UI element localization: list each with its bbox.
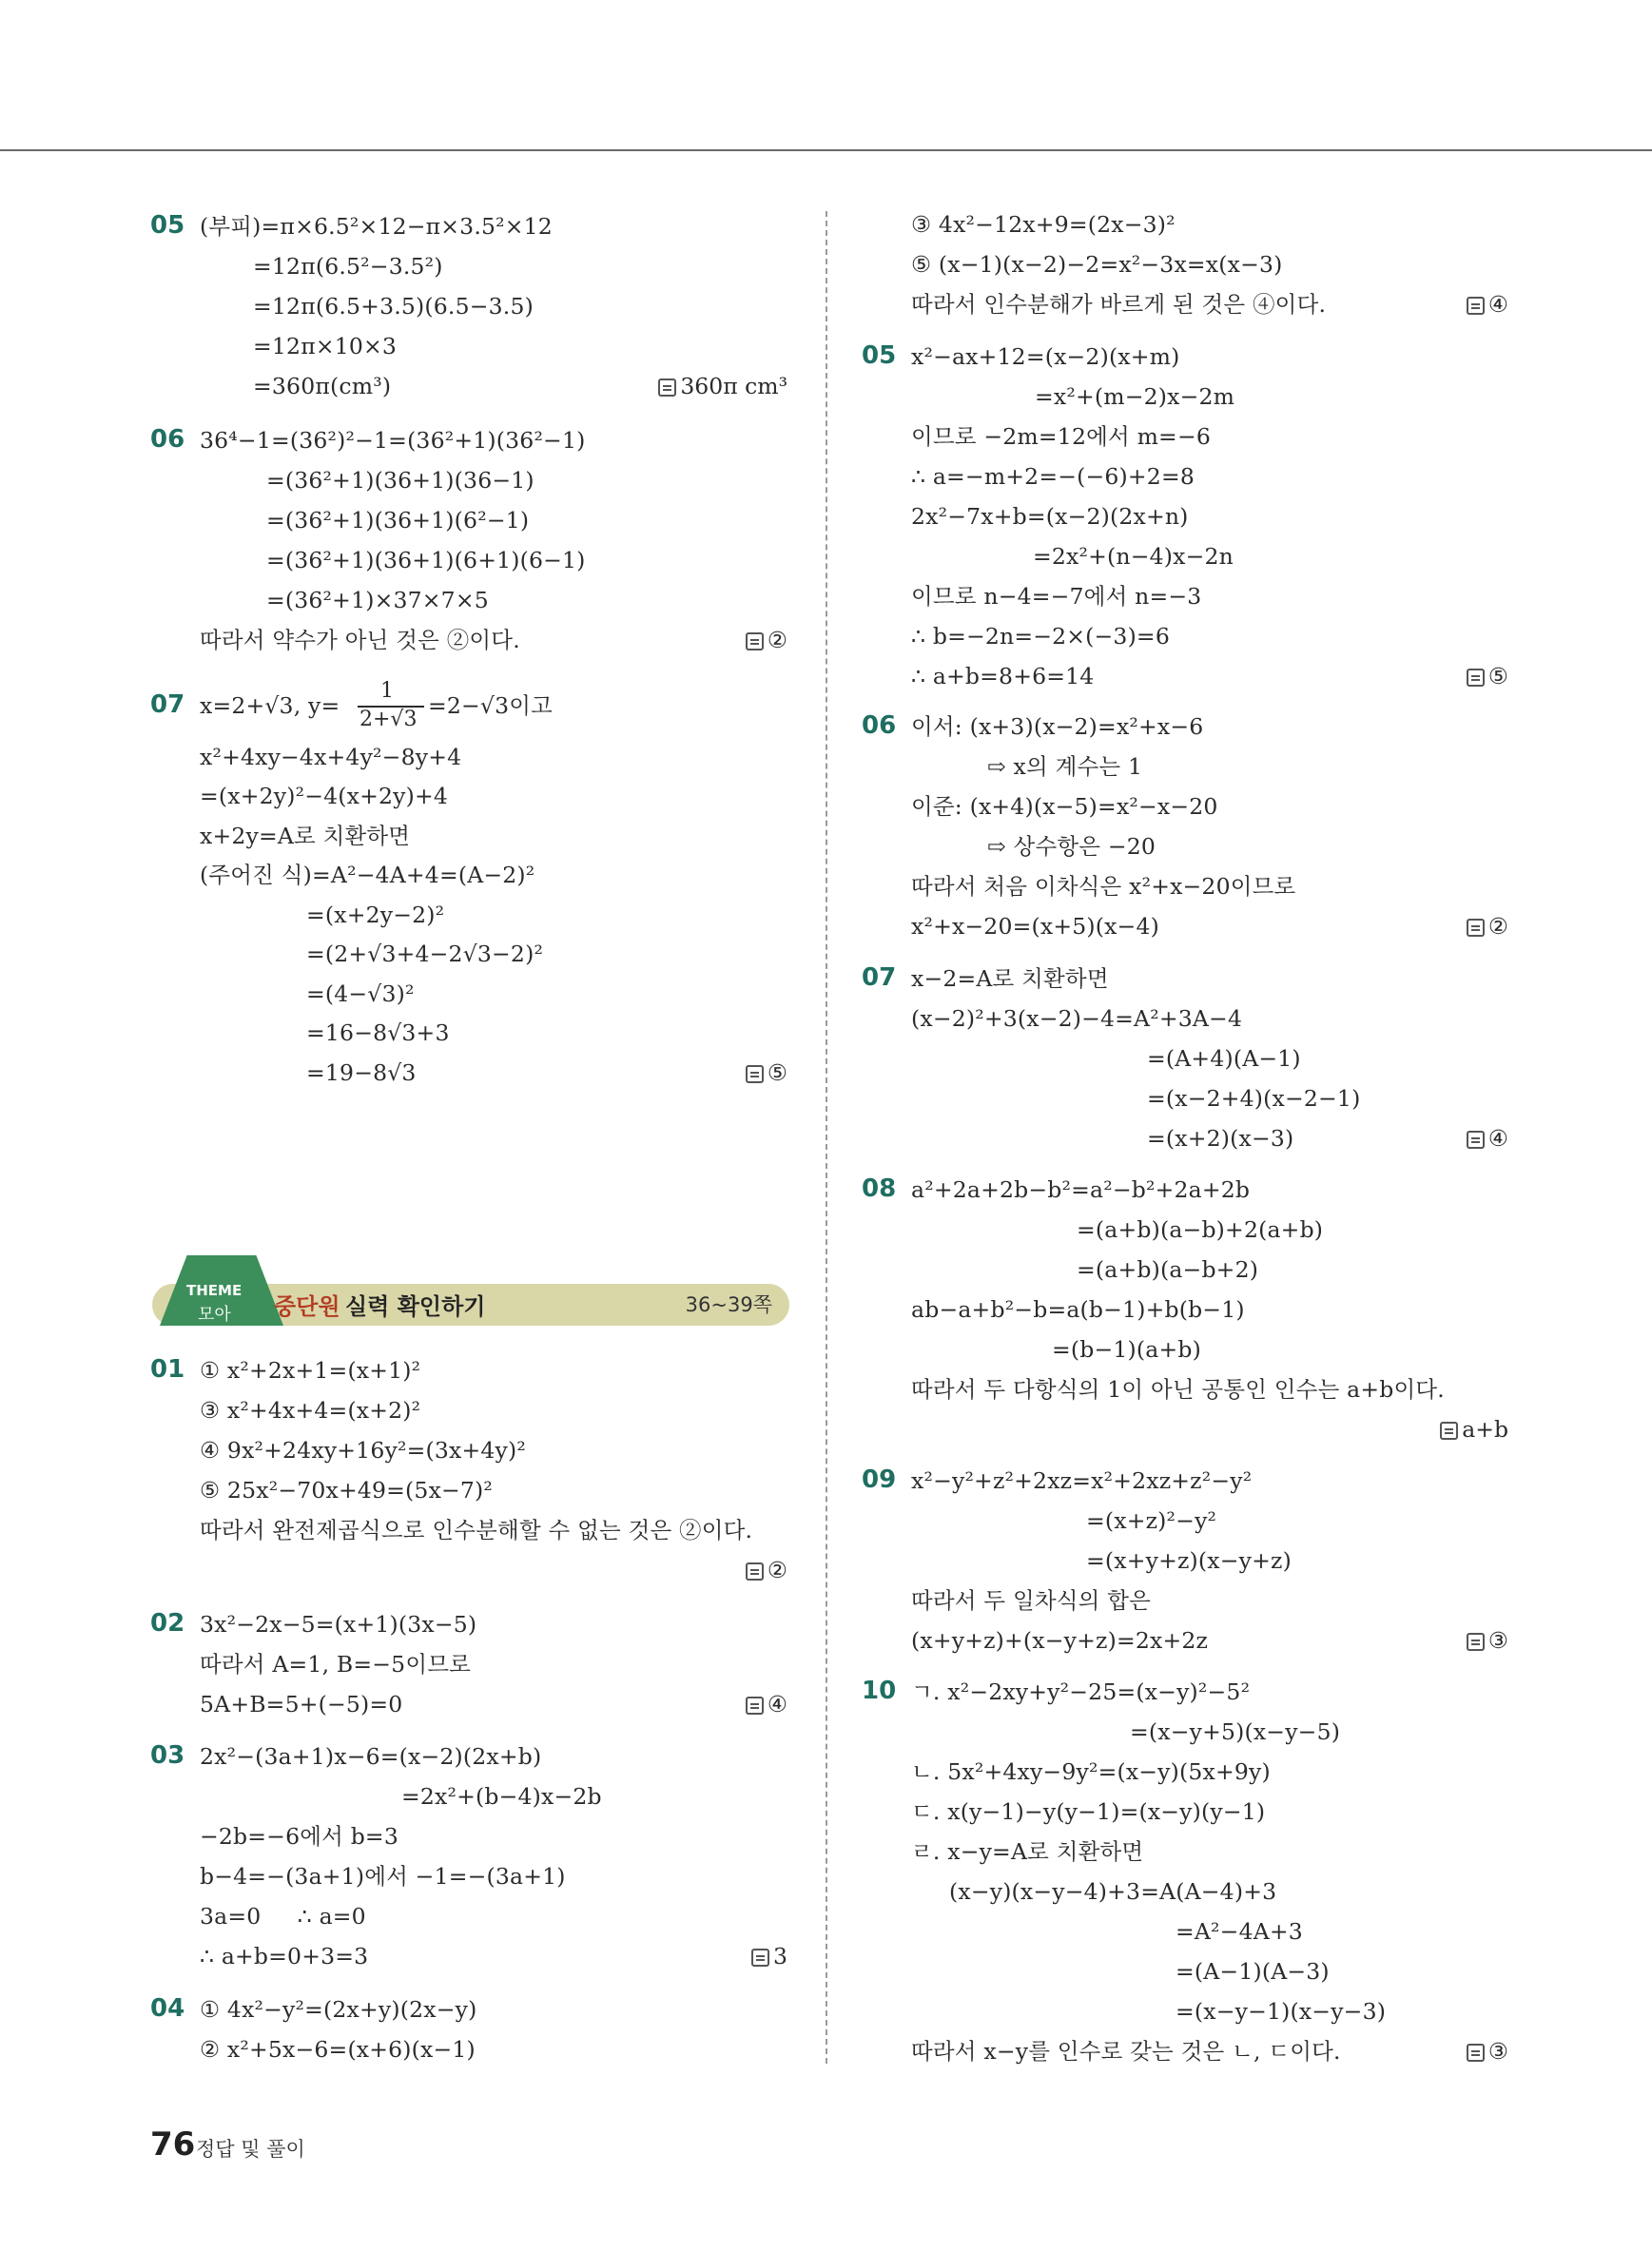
answer-icon — [746, 1065, 764, 1083]
solution-line: 3a=0 ∴ a=0 — [200, 1903, 366, 1930]
solution-line: b−4=−(3a+1)에서 −1=−(3a+1) — [200, 1863, 566, 1890]
answer-text: ④ — [767, 1691, 787, 1717]
solution-line: (부피)=π×6.5²×12−π×3.5²×12 — [200, 213, 553, 240]
answer-mark — [1467, 911, 1508, 941]
answer-text: ④ — [1487, 291, 1508, 318]
solution-line: =16−8√3+3 — [306, 1019, 450, 1046]
solution-line: ⑤ (x−1)(x−2)−2=x²−3x=x(x−3) — [911, 251, 1283, 278]
solution-line: 따라서 두 일차식의 합은 — [911, 1587, 1152, 1614]
answer-text: ② — [1487, 913, 1508, 940]
solution-line: =(x−y+5)(x−y−5) — [1130, 1718, 1341, 1745]
solution-line: =2x²+(b−4)x−2b — [401, 1783, 602, 1810]
solution-line: 이서: (x+3)(x−2)=x²+x−6 — [911, 713, 1204, 740]
solution-line: (x+y+z)+(x−y+z)=2x+2z — [911, 1627, 1209, 1654]
solution-line: =12π(6.5²−3.5²) — [253, 253, 443, 280]
solution-line: =(36²+1)(36+1)(6+1)(6−1) — [266, 547, 586, 573]
solution-line: ⇨ 상수항은 −20 — [987, 833, 1156, 860]
solution-line: x+2y=A로 치환하면 — [200, 823, 411, 849]
solution-line: ∴ a+b=8+6=14 — [911, 663, 1095, 689]
banner-title-highlight: 중단원 — [274, 1293, 340, 1320]
answer-mark — [1467, 289, 1508, 320]
solution-line: 36⁴−1=(36²)²−1=(36²+1)(36²−1) — [200, 427, 586, 454]
solution-line: =(36²+1)(36+1)(6²−1) — [266, 507, 530, 534]
solution-line: ③ 4x²−12x+9=(2x−3)² — [911, 211, 1176, 238]
fraction-numerator: 1 — [380, 679, 394, 703]
problem-number: 08 — [862, 1174, 897, 1203]
solution-line: 2x²−(3a+1)x−6=(x−2)(2x+b) — [200, 1743, 542, 1770]
solution-line: 이준: (x+4)(x−5)=x²−x−20 — [911, 793, 1218, 820]
solution-line: ① x²+2x+1=(x+1)² — [200, 1357, 421, 1384]
solution-line: =(36²+1)×37×7×5 — [266, 587, 489, 613]
answer-icon — [658, 378, 676, 397]
solution-line: 따라서 A=1, B=−5이므로 — [200, 1651, 472, 1678]
banner-page-range: 36~39쪽 — [685, 1293, 772, 1316]
problem-number: 01 — [150, 1355, 185, 1384]
solution-line: x²+4xy−4x+4y²−8y+4 — [200, 744, 462, 770]
solution-line: =(4−√3)² — [306, 980, 415, 1007]
answer-mark — [658, 371, 787, 401]
solution-line: x−2=A로 치환하면 — [911, 965, 1109, 992]
solution-line: x=2+√3, y= — [200, 692, 340, 719]
answer-mark — [1467, 2036, 1508, 2067]
solution-line: 따라서 약수가 아닌 것은 ②이다. — [200, 627, 520, 653]
solution-line: 2x²−7x+b=(x−2)(2x+n) — [911, 503, 1189, 530]
answer-mark — [1467, 1123, 1508, 1154]
problem-number: 06 — [150, 425, 185, 454]
answer-text: ③ — [1487, 1627, 1508, 1654]
answer-mark — [1467, 1625, 1508, 1656]
solution-line: ∴ a=−m+2=−(−6)+2=8 — [911, 463, 1195, 490]
answer-icon — [746, 1697, 764, 1715]
solution-line: =12π×10×3 — [253, 333, 398, 359]
answer-icon — [1467, 669, 1485, 687]
problem-number: 03 — [150, 1741, 185, 1770]
problem-number: 05 — [150, 211, 185, 240]
solution-line: ㄹ. x−y=A로 치환하면 — [911, 1838, 1144, 1865]
solution-line: x²−ax+12=(x−2)(x+m) — [911, 343, 1180, 370]
solution-line: (x−2)²+3(x−2)−4=A²+3A−4 — [911, 1005, 1243, 1032]
banner-moa-label: 모아 — [198, 1305, 231, 1325]
solution-line: ㄱ. x²−2xy+y²−25=(x−y)²−5² — [911, 1679, 1251, 1705]
solution-line: ① 4x²−y²=(2x+y)(2x−y) — [200, 1996, 477, 2023]
solution-line: ∴ b=−2n=−2×(−3)=6 — [911, 623, 1170, 650]
problem-number: 06 — [862, 711, 897, 740]
solution-line: =(a+b)(a−b)+2(a+b) — [1077, 1216, 1324, 1243]
answer-mark — [746, 1058, 787, 1088]
answer-text: a+b — [1462, 1416, 1508, 1443]
solution-line: =(b−1)(a+b) — [1052, 1336, 1201, 1363]
problem-number: 07 — [150, 690, 185, 719]
banner-theme-label: THEME — [186, 1282, 243, 1299]
answer-icon — [746, 632, 764, 650]
problem-number: 04 — [150, 1994, 185, 2023]
solution-line: x²−y²+z²+2xz=x²+2xz+z²−y² — [911, 1467, 1253, 1494]
solution-line: a²+2a+2b−b²=a²−b²+2a+2b — [911, 1176, 1251, 1203]
solution-line: 따라서 x−y를 인수로 갖는 것은 ㄴ, ㄷ이다. — [911, 2038, 1341, 2065]
answer-icon — [1440, 1422, 1458, 1440]
solution-line: ④ 9x²+24xy+16y²=(3x+4y)² — [200, 1437, 526, 1464]
solution-line: =(x−2+4)(x−2−1) — [1147, 1085, 1361, 1112]
solution-line: =x²+(m−2)x−2m — [1035, 383, 1235, 410]
solution-line: 따라서 인수분해가 바르게 된 것은 ④이다. — [911, 291, 1327, 318]
answer-icon — [1467, 297, 1485, 315]
answer-icon — [1467, 919, 1485, 937]
fraction-denominator: 2+√3 — [360, 708, 418, 731]
column-divider — [826, 211, 827, 2064]
solution-line: =2x²+(n−4)x−2n — [1033, 543, 1234, 570]
solution-line: =(x+2y)²−4(x+2y)+4 — [200, 783, 449, 809]
answer-icon — [751, 1949, 769, 1967]
solution-line: =(x+2)(x−3) — [1147, 1125, 1294, 1152]
solution-line: =2−√3이고 — [428, 692, 554, 719]
solution-line: =12π(6.5+3.5)(6.5−3.5) — [253, 293, 534, 320]
answer-mark — [751, 1941, 787, 1971]
solution-line: 따라서 처음 이차식은 x²+x−20이므로 — [911, 873, 1296, 900]
answer-text: ② — [767, 627, 787, 653]
solution-line: −2b=−6에서 b=3 — [200, 1823, 398, 1850]
answer-icon — [746, 1562, 764, 1581]
answer-icon — [1467, 2044, 1485, 2062]
solution-line: ③ x²+4x+4=(x+2)² — [200, 1397, 421, 1424]
solution-line: (x−y)(x−y−4)+3=A(A−4)+3 — [949, 1878, 1277, 1905]
top-rule — [0, 149, 1652, 151]
answer-mark — [746, 625, 787, 655]
solution-line: ② x²+5x−6=(x+6)(x−1) — [200, 2036, 476, 2063]
solution-line: =19−8√3 — [306, 1059, 417, 1086]
solution-line: =(x+2y−2)² — [306, 902, 445, 928]
solution-line: =(x+z)²−y² — [1086, 1507, 1217, 1534]
problem-number: 02 — [150, 1609, 185, 1638]
solution-line: =360π(cm³) — [253, 373, 392, 399]
solution-line: ㄷ. x(y−1)−y(y−1)=(x−y)(y−1) — [911, 1798, 1266, 1825]
banner-title: 실력 확인하기 — [345, 1293, 486, 1320]
solution-line: =(36²+1)(36+1)(36−1) — [266, 467, 534, 494]
solution-line: ab−a+b²−b=a(b−1)+b(b−1) — [911, 1296, 1245, 1323]
answer-mark — [746, 1689, 787, 1719]
problem-number: 09 — [862, 1465, 897, 1494]
solution-line: =(2+√3+4−2√3−2)² — [306, 941, 544, 967]
answer-mark — [1467, 661, 1508, 691]
answer-text: ⑤ — [1487, 663, 1508, 689]
solution-line: 이므로 −2m=12에서 m=−6 — [911, 423, 1211, 450]
answer-text: 360π cm³ — [680, 373, 787, 399]
solution-line: ㄴ. 5x²+4xy−9y²=(x−y)(5x+9y) — [911, 1758, 1271, 1785]
solution-line: ⑤ 25x²−70x+49=(5x−7)² — [200, 1477, 494, 1504]
solution-line: =(a+b)(a−b+2) — [1077, 1256, 1259, 1283]
solution-line: =(A+4)(A−1) — [1147, 1045, 1301, 1072]
answer-text: 3 — [773, 1943, 787, 1970]
solution-line: =A²−4A+3 — [1176, 1918, 1303, 1945]
solution-line: 따라서 완전제곱식으로 인수분해할 수 없는 것은 ②이다. — [200, 1517, 753, 1543]
solution-line: =(x−y−1)(x−y−3) — [1176, 1998, 1387, 2025]
solution-line: (주어진 식)=A²−4A+4=(A−2)² — [200, 862, 535, 888]
answer-text: ③ — [1487, 2038, 1508, 2065]
solution-line: ∴ a+b=0+3=3 — [200, 1943, 369, 1970]
answer-text: ④ — [1487, 1125, 1508, 1152]
solution-line: 따라서 두 다항식의 1이 아닌 공통인 인수는 a+b이다. — [911, 1376, 1445, 1403]
page-number: 76 — [150, 2125, 196, 2164]
problem-number: 10 — [862, 1677, 897, 1705]
theme-banner — [152, 1253, 789, 1326]
footer-label: 정답 및 풀이 — [196, 2138, 305, 2161]
answer-icon — [1467, 1131, 1485, 1149]
answer-mark — [1440, 1414, 1508, 1445]
answer-text: ② — [767, 1557, 787, 1583]
solution-line: 5A+B=5+(−5)=0 — [200, 1691, 403, 1717]
solution-line: 이므로 n−4=−7에서 n=−3 — [911, 583, 1202, 610]
answer-icon — [1467, 1633, 1485, 1651]
answer-mark — [746, 1555, 787, 1585]
solution-line: =(x+y+z)(x−y+z) — [1086, 1547, 1292, 1574]
solution-line: 3x²−2x−5=(x+1)(3x−5) — [200, 1611, 477, 1638]
solution-line: x²+x−20=(x+5)(x−4) — [911, 913, 1159, 940]
solution-line: ⇨ x의 계수는 1 — [987, 753, 1143, 780]
problem-number: 05 — [862, 341, 897, 370]
problem-number: 07 — [862, 963, 897, 992]
solution-line: =(A−1)(A−3) — [1176, 1958, 1330, 1985]
answer-text: ⑤ — [767, 1059, 787, 1086]
